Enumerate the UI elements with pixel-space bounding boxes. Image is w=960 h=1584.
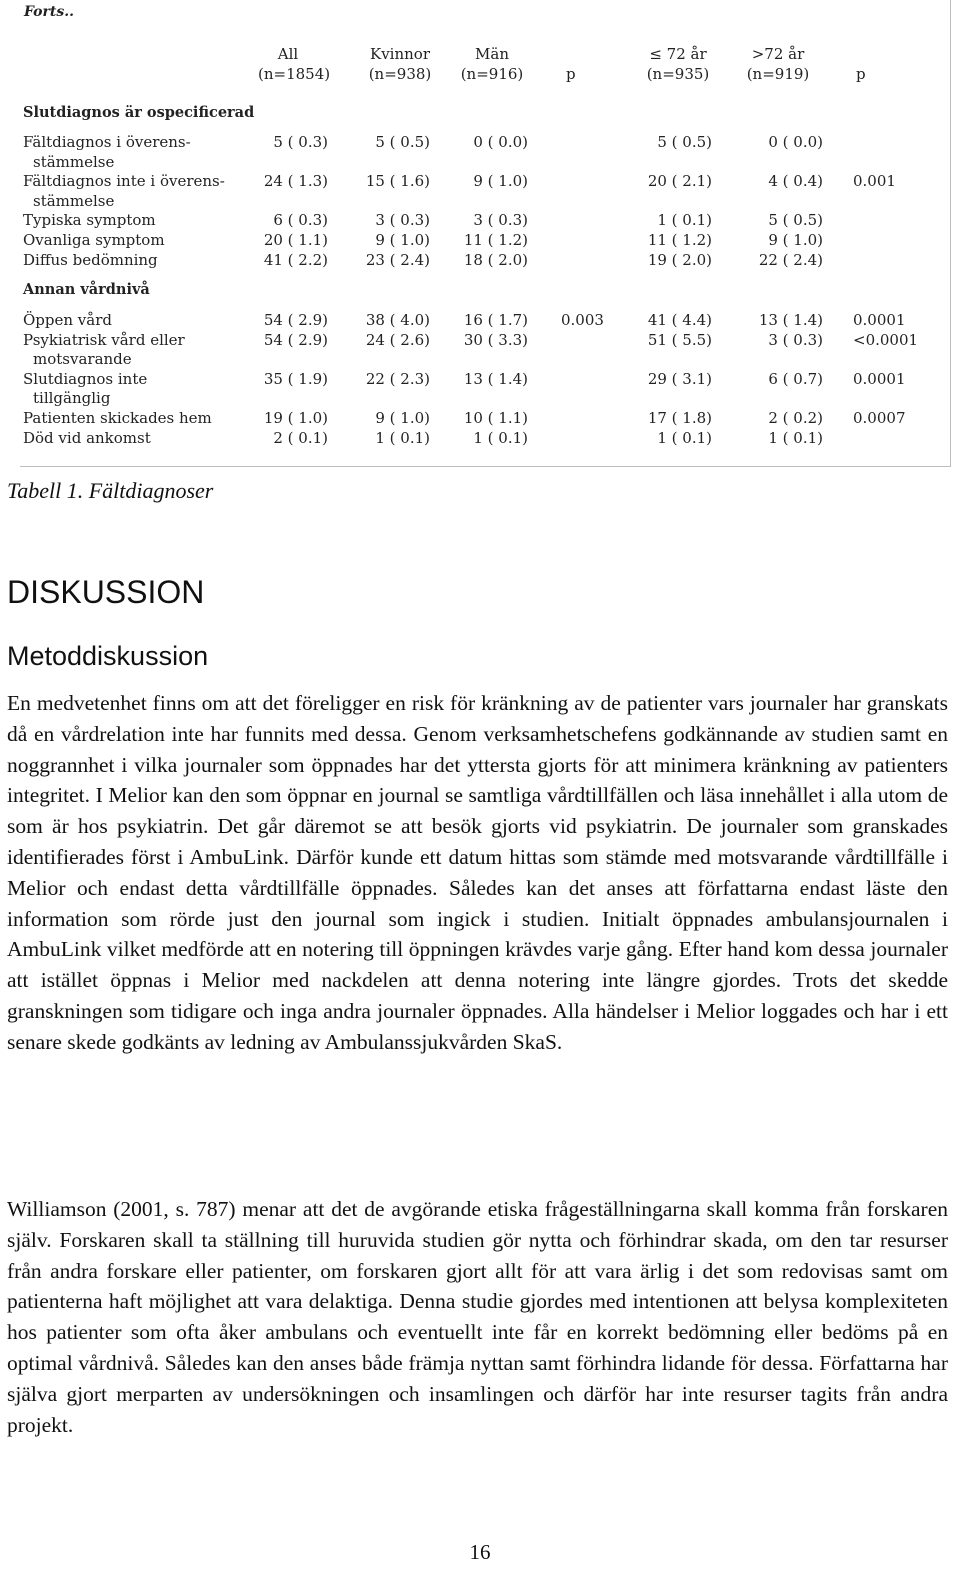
page-number: 16 xyxy=(469,1540,491,1564)
header-kvinnor: Kvinnor (n=938) xyxy=(368,45,432,83)
table-cell-kv: 3 ( 0.3) xyxy=(375,211,430,230)
row-label: Diffus bedömning xyxy=(23,250,158,269)
table-cell-all: 6 ( 0.3) xyxy=(273,211,328,230)
table-cell-p2: 0.001 xyxy=(853,172,896,191)
paragraph-2: Williamson (2001, s. 787) menar att det de avgörande etiska frågeställningarna skall komma från forskaren själv. Forskaren skall ta ställning till huruvida studien gör nytta och förhindrar skada, om den tar resurser från andra forskare eller patienter, om forskaren gjort allt för att vara ärlig i det som redovisas samt om patienterna haft möjlighet att vara delaktiga. Denna studie gjordes med intentionen att belysa komplexiteten hos patienter som ofta åker ambulans och eventuellt inte får en korrekt bedömning eller bedöms på en optimal vårdnivå. Således kan den anses både främja nyttan samt förhindra lidande för dessa. Författarna har själva gjort merparten av undersökningen och insamlingen och därför har inte resurser tagits från andra projekt. xyxy=(7,1197,948,1437)
table-cell-kv: 23 ( 2.4) xyxy=(365,250,430,269)
table-cell-man: 18 ( 2.0) xyxy=(463,250,528,269)
table-cell-kv: 9 ( 1.0) xyxy=(375,409,430,427)
table-cell-man: 13 ( 1.4) xyxy=(463,369,528,388)
results-table xyxy=(20,0,951,467)
row-label: Typiska symptom xyxy=(23,211,156,230)
table-cell-gt72: 3 ( 0.3) xyxy=(768,330,823,349)
table-cell-kv: 9 ( 1.0) xyxy=(375,231,430,249)
header-all: All (n=1854) xyxy=(258,45,331,83)
table-cell-man: 30 ( 3.3) xyxy=(463,330,528,349)
row-label: Öppen vård xyxy=(23,311,112,329)
table-cell-gt72: 1 ( 0.1) xyxy=(768,428,823,447)
header-man: Män (n=916) xyxy=(460,45,524,83)
section-heading: DISKUSSION xyxy=(7,574,205,610)
continued-label: Forts.. xyxy=(24,4,74,20)
header-p1: p xyxy=(566,65,576,83)
table-cell-all: 20 ( 1.1) xyxy=(263,231,328,249)
row-label-continued: stämmelse xyxy=(33,152,115,171)
table-cell-man: 9 ( 1.0) xyxy=(473,172,528,191)
table-cell-all: 2 ( 0.1) xyxy=(273,428,328,447)
row-label: Ovanliga symptom xyxy=(23,231,165,249)
header-p2: p xyxy=(856,65,866,83)
table-cell-gt72: 0 ( 0.0) xyxy=(768,133,823,151)
table-cell-kv: 5 ( 0.5) xyxy=(375,133,430,151)
row-label: Slutdiagnos inte xyxy=(23,369,148,388)
table-cell-p2: 0.0001 xyxy=(853,369,906,388)
row-label-continued: motsvarande xyxy=(33,350,132,369)
table-cell-all: 54 ( 2.9) xyxy=(263,330,328,349)
header-le72: ≤ 72 år (n=935) xyxy=(646,45,710,83)
table-cell-man: 16 ( 1.7) xyxy=(463,311,528,329)
table-cell-kv: 22 ( 2.3) xyxy=(365,369,430,388)
table-cell-le72: 1 ( 0.1) xyxy=(657,428,712,447)
table-cell-man: 1 ( 0.1) xyxy=(473,428,528,447)
table-cell-man: 0 ( 0.0) xyxy=(473,133,528,151)
subsection-heading: Metoddiskussion xyxy=(7,641,209,671)
row-label: Fältdiagnos inte i överens- xyxy=(23,172,225,191)
table-cell-man: 3 ( 0.3) xyxy=(473,211,528,230)
table-cell-all: 19 ( 1.0) xyxy=(263,409,328,427)
row-label: Fältdiagnos i överens- xyxy=(23,133,191,151)
table-cell-le72: 41 ( 4.4) xyxy=(647,311,712,329)
header-gt72: >72 år (n=919) xyxy=(746,45,810,83)
row-label: Patienten skickades hem xyxy=(23,409,212,427)
table-cell-le72: 51 ( 5.5) xyxy=(647,330,712,349)
table-cell-all: 41 ( 2.2) xyxy=(263,250,328,269)
table-cell-all: 54 ( 2.9) xyxy=(263,311,328,329)
table-cell-le72: 29 ( 3.1) xyxy=(647,369,712,388)
table-cell-p2: 0.0007 xyxy=(853,409,906,427)
table-cell-all: 24 ( 1.3) xyxy=(263,172,328,191)
table-cell-le72: 19 ( 2.0) xyxy=(647,250,712,269)
table-cell-man: 11 ( 1.2) xyxy=(463,231,528,249)
table-cell-gt72: 6 ( 0.7) xyxy=(768,369,823,388)
table-cell-gt72: 22 ( 2.4) xyxy=(758,250,823,269)
table-caption: Tabell 1. Fältdiagnoser xyxy=(7,478,214,503)
table-cell-man: 10 ( 1.1) xyxy=(463,409,528,427)
table-cell-le72: 1 ( 0.1) xyxy=(657,211,712,230)
row-label-continued: tillgänglig xyxy=(33,389,111,408)
table-cell-kv: 38 ( 4.0) xyxy=(365,311,430,329)
table-cell-kv: 1 ( 0.1) xyxy=(375,428,430,447)
table-cell-kv: 24 ( 2.6) xyxy=(365,330,430,349)
table-cell-gt72: 2 ( 0.2) xyxy=(768,409,823,427)
table-cell-gt72: 4 ( 0.4) xyxy=(768,172,823,191)
section-heading-other-care-level: Annan vårdnivå xyxy=(23,281,150,298)
table-cell-all: 5 ( 0.3) xyxy=(273,133,328,151)
table-cell-le72: 11 ( 1.2) xyxy=(647,231,712,249)
row-label-continued: stämmelse xyxy=(33,191,115,210)
table-cell-le72: 20 ( 2.1) xyxy=(647,172,712,191)
section-heading-unspecified: Slutdiagnos är ospecificerad xyxy=(23,104,255,121)
table-cell-gt72: 9 ( 1.0) xyxy=(768,231,823,249)
paragraph-1: En medvetenhet finns om att det föreligger en risk för kränkning av de patienter vars journaler har granskats då en vårdrelation inte har funnits med dessa. Genom verksamhetschefens godkännande av studien samt en noggrannhet i vilka journaler som öppnades har det yttersta gjorts för att minimera kränkning av patienters integritet. I Melior kan den som öppnar en journal se samtliga vårdtillfällen och läsa innehållet i alla utom de som är hos psykiatrin. Det går däremot se att besök gjorts vid psykiatrin. De journaler som granskades identifierades först i AmbuLink. Därför kunde ett datum hittas som stämde med motsvarande vårdtillfälle i Melior och endast detta vårdtillfälle öppnades. Således kan det anses att författarna endast läste den information som rörde just den journal som ingick i studien. Initialt öppnades ambulansjournalen i AmbuLink vilket medförde att en notering till öppningen krävdes varje gång. Efter hand kom dessa journaler att istället öppnas i Melior med nackdelen att denna notering inte längre gjordes. Trots det skedde granskningen som tidigare och inga andra journaler öppnades. Alla händelser i Melior loggades och har i ett senare skede godkänts av ledning av Ambulanssjukvården SkaS. xyxy=(7,691,948,1054)
table-cell-le72: 17 ( 1.8) xyxy=(647,409,712,427)
table-cell-p2: 0.0001 xyxy=(853,311,906,329)
table-cell-p1: 0.003 xyxy=(561,311,604,329)
table-cell-kv: 15 ( 1.6) xyxy=(365,172,430,191)
table-cell-gt72: 5 ( 0.5) xyxy=(768,211,823,230)
table-cell-gt72: 13 ( 1.4) xyxy=(758,311,823,329)
row-label: Psykiatrisk vård eller xyxy=(23,330,185,349)
row-label: Död vid ankomst xyxy=(23,428,151,447)
table-cell-all: 35 ( 1.9) xyxy=(263,369,328,388)
table-cell-p2: <0.0001 xyxy=(853,330,919,349)
table-cell-le72: 5 ( 0.5) xyxy=(657,133,712,151)
